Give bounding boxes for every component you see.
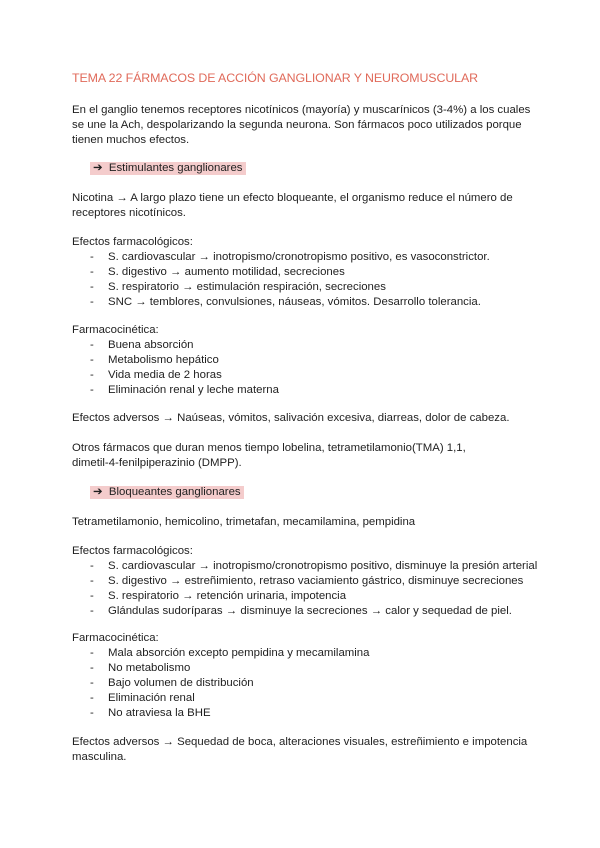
efectos-list [72,559,537,619]
farmacocinetica-heading: Farmacocinética: [72,324,159,336]
arrow-icon: ➔ [93,486,103,498]
list-item: - Glándulas sudoríparas → disminuye la secreciones → calor y sequedad de piel. [90,605,512,617]
list-item: - Eliminación renal y leche materna [90,384,279,396]
list-item: - Mala absorción excepto pempidina y mecamilamina [90,647,370,659]
efectos-adversos-line-1: Efectos adversos → Sequedad de boca, alteraciones visuales, estreñimiento e impotencia [72,736,528,748]
nicotina-line-1: Nicotina → A largo plazo tiene un efecto bloqueante, el organismo reduce el número de [72,192,513,204]
farmacocinetica-list [72,646,369,721]
otros-line-2: dimetil-4-fenilpiperazinio (DMPP). [72,457,242,469]
section-heading-bloqueantes [90,485,244,500]
list-item: - Bajo volumen de distribución [90,677,254,689]
list-item: - Eliminación renal [90,692,195,704]
section-heading-text: Estimulantes ganglionares [108,162,243,174]
efectos-heading: Efectos farmacológicos: [72,545,193,557]
nicotina-line-2: receptores nicotínicos. [72,207,186,219]
section-heading-text: Bloqueantes ganglionares [108,486,241,498]
list-item: - Vida media de 2 horas [90,369,222,381]
list-item: - S. digestivo → aumento motilidad, secreciones [90,266,345,278]
intro-line-2: se une la Ach, despolarizando la segunda neurona. Son fármacos poco utilizados porque [72,119,522,131]
list-item: - No metabolismo [90,662,191,674]
intro-line-3: tienen muchos efectos. [72,134,190,146]
otros-line-1: Otros fármacos que duran menos tiempo lobelina, tetrametilamonio(TMA) 1,1, [72,442,466,454]
list-item: - S. digestivo → estreñimiento, retraso vaciamiento gástrico, disminuye secreciones [90,575,524,587]
page-title: TEMA 22 FÁRMACOS DE ACCIÓN GANGLIONAR Y NEUROMUSCULAR [72,71,478,85]
list-item: - Metabolismo hepático [90,354,219,366]
efectos-adversos-line-2: masculina. [72,751,127,763]
efectos-heading: Efectos farmacológicos: [72,236,193,248]
list-item: - S. respiratorio → retención urinaria, impotencia [90,590,347,602]
list-item: - SNC → temblores, convulsiones, náuseas, vómitos. Desarrollo tolerancia. [90,296,481,308]
farmacocinetica-list [72,338,279,398]
farmacocinetica-heading: Farmacocinética: [72,632,159,644]
section-heading-estimulantes [90,161,246,176]
list-item: - S. cardiovascular → inotropismo/cronotropismo positivo, es vasoconstrictor. [90,251,490,263]
list-item: - S. respiratorio → estimulación respiración, secreciones [90,281,386,293]
bloqueantes-drugs: Tetrametilamonio, hemicolino, trimetafan, mecamilamina, pempidina [72,516,416,528]
arrow-icon: ➔ [93,162,103,174]
efectos-adversos: Efectos adversos → Naúseas, vómitos, salivación excesiva, diarreas, dolor de cabeza. [72,412,510,424]
efectos-list [72,250,490,310]
list-item: - Buena absorción [90,339,194,351]
list-item: - No atraviesa la BHE [90,707,211,719]
intro-line-1: En el ganglio tenemos receptores nicotínicos (mayoría) y muscarínicos (3-4%) a los cuales [72,104,531,116]
list-item: - S. cardiovascular → inotropismo/cronotropismo positivo, disminuye la presión arterial [90,560,538,572]
